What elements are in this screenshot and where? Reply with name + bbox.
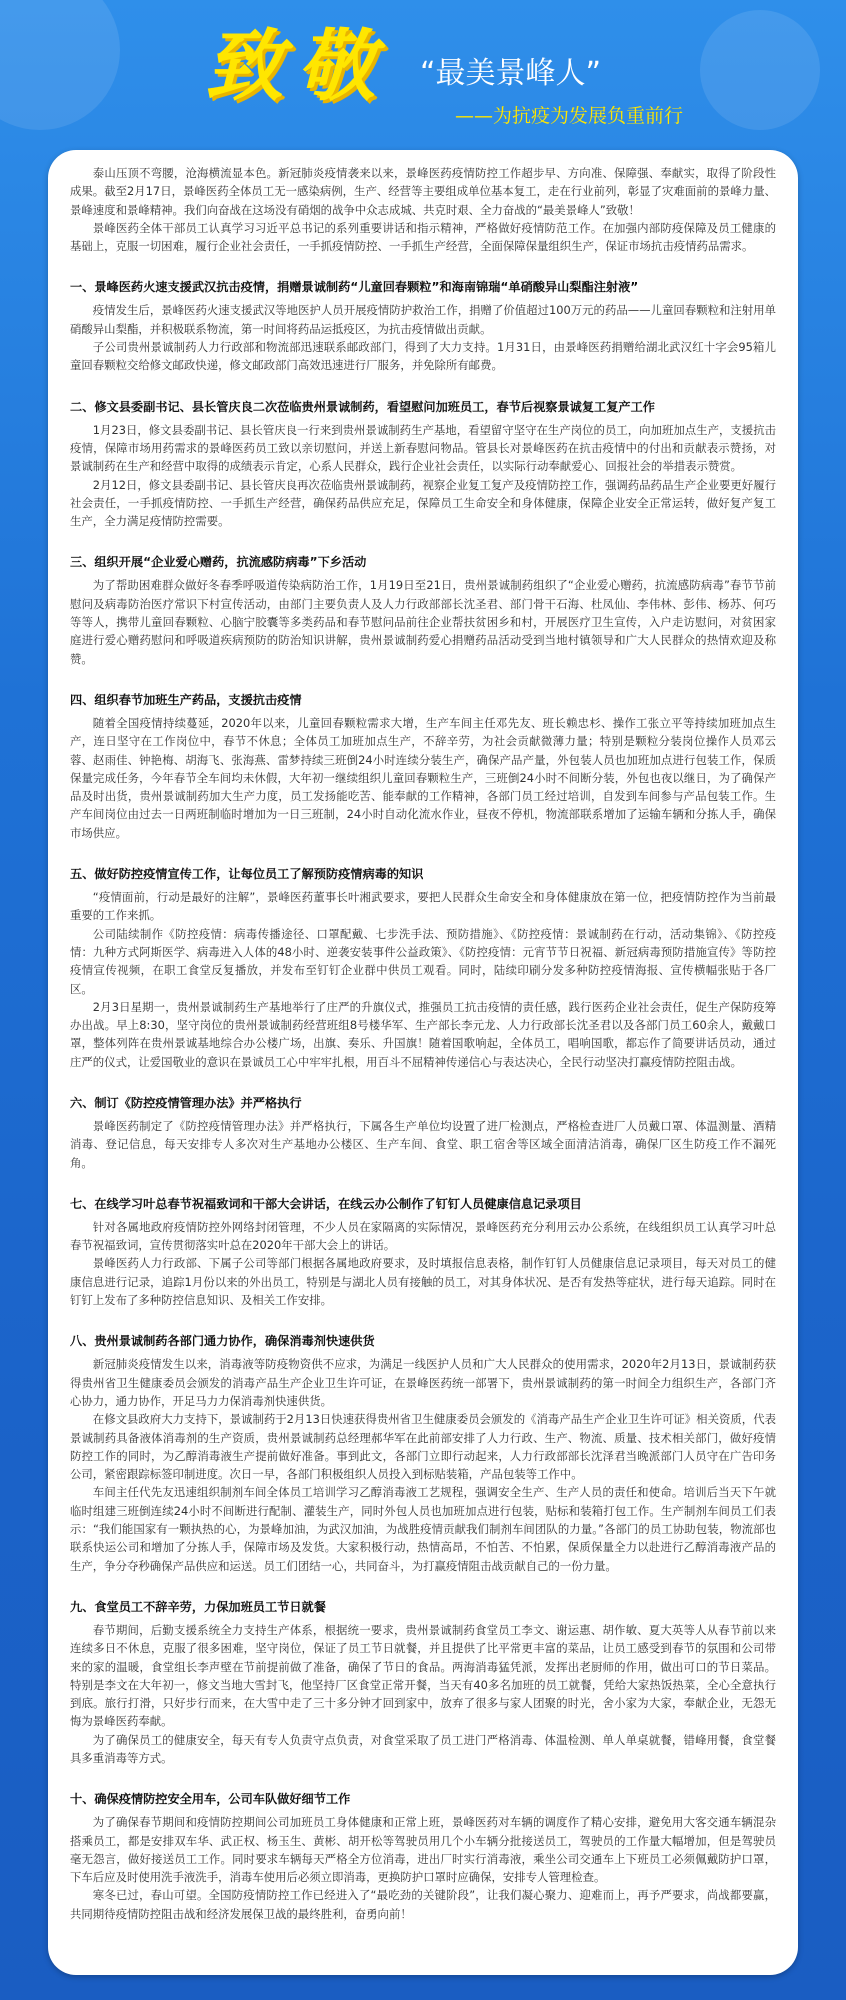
- section-heading: 一、景峰医药火速支援武汉抗击疫情，捐赠景诚制药“儿童回春颗粒”和海南锦瑞“单硝酸异山梨酯注射液”: [70, 280, 639, 295]
- section-heading: 七、在线学习叶总春节祝福致词和干部大会讲话，在线云办公制作了钉钉人员健康信息记录项目: [70, 1196, 582, 1211]
- page-header: [0, 0, 846, 150]
- section-heading: 六、制订《防控疫情管理办法》并严格执行: [70, 1095, 302, 1110]
- section-paragraph: 为了帮助困难群众做好冬春季呼吸道传染病防治工作，1月19日至21日，贵州景诚制药组织了“企业爱心赠药，抗流感防病毒”春节节前慰问及病毒防治医疗常识下村宣传活动，由部门主要负责人及人力行政部部长沈圣君、部门骨干石海、杜凤仙、李伟林、彭伟、杨苏、何巧等等人，携带儿童回春颗粒、心脑宁胶囊等多类药品和春节慰问品前往企业帮扶贫困乡和村，开展医疗卫生宣传，入户走访慰问，对贫困家庭进行爱心赠药慰问和呼吸道疾病预防的防治知识讲解，贵州景诚制药爱心捐赠药品活动受到当地村镇领导和广大人民群众的热情欢迎及称赞。: [70, 578, 776, 666]
- section-heading: 九、食堂员工不辞辛劳，力保加班员工节日就餐: [70, 1599, 326, 1614]
- section-paragraph: 新冠肺炎疫情发生以来，消毒液等防疫物资供不应求，为满足一线医护人员和广大人民群众的使用需求，2020年2月13日，景诚制药获得贵州省卫生健康委员会颁发的消毒产品生产企业卫生许可证，在景峰医药统一部署下，贵州景诚制药的第一时间全力组织生产，各部门齐心协力，通力协作，开足马力力保消毒剂快速供货。: [70, 1357, 776, 1408]
- section-paragraph: 1月23日，修文县委副书记、县长管庆良一行来到贵州景诚制药生产基地，看望留守坚守在生产岗位的员工，向加班加点生产，支援抗击疫情，保障市场用药需求的景峰医药员工致以亲切慰问，并送上新春慰问物品。管县长对景峰医药在抗击疫情中的付出和贡献表示赞扬，对景诚制药在生产和经营中取得的成绩表示肯定，心系人民群众，践行企业社会责任，以实际行动奉献爱心、回报社会的举措表示赞赏。: [70, 422, 776, 474]
- section-heading: 二、修文县委副书记、县长管庆良二次莅临贵州景诚制药，看望慰问加班员工，春节后视察景诚复工复产工作: [70, 399, 655, 414]
- section-heading: 五、做好防控疫情宣传工作，让每位员工了解预防疫情病毒的知识: [70, 867, 424, 882]
- section-paragraph: 子公司贵州景诚制药人力行政部和物流部迅速联系邮政部门，得到了大力支持。1月31日，由景峰医药捐赠给湖北武汉红十字会95箱儿童回春颗粒交给修文邮政快递，修文邮政部门高效迅速进行厂服务，并免除所有邮费。: [70, 340, 776, 373]
- section-heading: 八、贵州景诚制药各部门通力协作，确保消毒剂快速供货: [70, 1334, 375, 1349]
- page-slogan: ——为抗疫为发展负重前行: [455, 105, 684, 127]
- intro-paragraph: 泰山压顶不弯腰，沧海横流显本色。新冠肺炎疫情袭来以来，景峰医药疫情防控工作超步早、方向准、保障强、奉献实，取得了阶段性成果。截至2月17日，景峰医药全体员工无一感染病例，生产、经营等主要组成单位基本复工，走在行业前列，彰显了灾难面前的景峰力量、景峰速度和景峰精神。我们向奋战在这场没有硝烟的战争中众志成城、共克时艰、全力奋战的“最美景峰人”致敬！: [70, 166, 776, 217]
- section-paragraph: 在修文县政府大力支持下，景诚制药于2月13日快速获得贵州省卫生健康委员会颁发的《消毒产品生产企业卫生许可证》相关资质，代表景诚制药具备液体消毒剂的生产资质，贵州景诚制药总经理郝华军在此前部安排了人力行政、生产、物流、质量、技术相关部门，做好疫情防控工作的同时，为乙醇消毒液生产提前做好准备。事到此文，各部门立即行动起来，人力行政部部长沈泽君当晚派部门人员守在广告印务公司，紧密跟踪标签印制进度。次日一早，各部门积极组织人员投入到标贴装箱，产品包装等工作中。: [70, 1412, 776, 1482]
- intro-paragraph: 景峰医药全体干部员工认真学习习近平总书记的系列重要讲话和指示精神，严格做好疫情防范工作。在加强内部防疫保障及员工健康的基础上，克服一切困难，履行企业社会责任，一手抓疫情防控、一手抓生产经营，全面保障保量组织生产，保证市场抗击疫情药品需求。: [70, 220, 776, 254]
- section-paragraph: 春节期间，后勤支援系统全力支持生产体系，根据统一要求，贵州景诚制药食堂员工李文、谢运惠、胡作敏、夏大英等人从春节前以来连续多日不休息，克服了很多困难，坚守岗位，保证了员工节日就餐，并且提供了比平常更丰富的菜品，让员工感受到春节的氛围和公司带来的家的温暖，食堂组长李声壁在节前提前做了准备，确保了节日的食品。两海消毒猛凭派，发挥出老厨师的作用，做出可口的节日菜品。特别是李文在大年初一，修文当地大雪封飞，他坚持厂区食堂正常开餐，当天有40多名加班的员工就餐，凭给大家热饭热菜，全心全意执行到底。旅行打滑，只好步行而来，在大雪中走了三十多分钟才回到家中，放弃了很多与家人团聚的时光，舍小家为大家，奉献企业，无怨无悔为景峰医药奉献。: [70, 1622, 776, 1729]
- page-title: 致敬: [205, 21, 390, 112]
- section-paragraph: 针对各属地政府疫情防控外网络封闭管理，不少人员在家隔离的实际情况，景峰医药充分利用云办公系统，在线组织员工认真学习叶总春节祝福致词，宣传贯彻落实叶总在2020年干部大会上的讲话。: [70, 1219, 776, 1253]
- section-paragraph: 车间主任代先友迅速组织制剂车间全体员工培训学习乙醇消毒液工艺规程，强调安全生产、生产人员的责任和使命。培训后当天下午就临时组建三班倒连续24小时不间断进行配制、灌装生产，同时外包人员也加班加点进行包装，贴标和装箱打包工作。生产制剂车间员工们表示：“我们能国家有一颗执热的心，为景峰加油，为武汉加油，为战胜疫情贡献我们制剂车间团队的力量。”各部门的员工协助包装，物流部也联系快运公司和增加了分拣人手，保障市场及发货。大家积极行动，热情高昂，不怕苦、不怕累，保质保量全力以赴进行乙醇消毒液产品的生产，争分夺秒确保产品供应和运送。员工们团结一心，共同奋斗，为打赢疫情阻击战贡献自己的一份力量。: [70, 1485, 776, 1573]
- section-paragraph: 寒冬已过，春山可望。全国防疫情防控工作已经进入了“最吃劲的关键阶段”，让我们凝心聚力、迎难而上，再予严要求，尚战都要赢，共同期待疫情防控阻击战和经济发展保卫战的最终胜利，奋勇向前！: [70, 1888, 776, 1921]
- section-paragraph: 景峰医药制定了《防控疫情管理办法》并严格执行，下属各生产单位均设置了进厂检测点，严格检查进厂人员戴口罩、体温测量、酒精消毒、登记信息，每天安排专人多次对生产基地办公楼区、生产车间、食堂、职工宿舍等区域全面清洁消毒，确保厂区生防疫工作不漏死角。: [70, 1118, 776, 1170]
- section-paragraph: 为了确保春节期间和疫情防控期间公司加班员工身体健康和正常上班，景峰医药对车辆的调度作了精心安排，避免用大客交通车辆混杂搭乘员工，都是安排双车华、武正权、杨玉生、黄彬、胡开松等驾驶员用几个小车辆分批接送员工，驾驶员的工作量大幅增加，但是驾驶员毫无怨言，做好接送员工工作。同时要求车辆每天严格全方位消毒，进出厂时实行消毒液，乘坐公司交通车上下班员工必须佩戴防护口罩，下车后应及时使用洗手液洗手，消毒车使用后必须立即消毒，更换防护口罩时应确保，安排专人管理检查。: [70, 1815, 776, 1885]
- article-card: [48, 150, 798, 1975]
- section-paragraph: “疫情面前，行动是最好的注解”，景峰医药董事长叶湘武要求，要把人民群众生命安全和身体健康放在第一位，把疫情防控作为当前最重要的工作来抓。: [70, 890, 776, 923]
- section-paragraph: 疫情发生后，景峰医药火速支援武汉等地医护人员开展疫情防护救治工作，捐赠了价值超过100万元的药品——儿童回春颗粒和注射用单硝酸异山梨酯，并积极联系物流，第一时间将药品运抵疫区，为抗击疫情做出贡献。: [70, 303, 776, 336]
- section-heading: 十、确保疫情防控安全用车，公司车队做好细节工作: [70, 1792, 351, 1807]
- section-paragraph: 2月3日星期一，贵州景诚制药生产基地举行了庄严的升旗仪式，推强员工抗击疫情的责任感，践行医药企业社会责任，促生产保防疫筹办出战。早上8:30，坚守岗位的贵州景诚制药经营班组8号楼华军、生产部长李元龙、人力行政部长沈圣君以及各部门员工60余人，戴戴口罩，整体列阵在贵州景诚基地综合办公楼广场，出旗、奏乐、升国旗！随着国歌响起，全体员工，唱响国歌，都忘作了简要讲话员动，通过庄严的仪式，让爱国敬业的意识在景诚员工心中牢牢扎根，用百斗不屈精神传递信心与表达决心，全民行动坚决打赢疫情防控阻击战。: [70, 999, 776, 1069]
- section-paragraph: 随着全国疫情持续蔓延，2020年以来，儿童回春颗粒需求大增，生产车间主任邓先友、班长赖忠杉、操作工张立平等持续加班加点生产，连日坚守在工作岗位中，春节不休息；全体员工加班加点生产，不辞辛劳，为社会贡献微薄力量；特别是颗粒分装岗位操作人员邓云蓉、赵雨佳、钟艳梅、胡海飞、张海燕、雷梦持续三班倒24小时连续分装生产，确保产品产量，外包装人员也加班加点进行包装工作，保质保量完成任务，今年春节全车间均未休假，大年初一继续组织儿童回春颗粒生产，三班倒24小时不间断分装，外包也夜以继日，为了确保产品及时出货，贵州景诚制药加大生产力度，员工发扬能吃苦、能奉献的工作精神，各部门员工经过培训，自发到车间参与产品包装工作。生产车间岗位由过去一日两班制临时增加为一日三班制，24小时自动化流水作业，昼夜不停机，物流部联系增加了运输车辆和分拣人手，确保市场供应。: [70, 715, 776, 840]
- section-paragraph: 2月12日，修文县委副书记、县长管庆良再次莅临贵州景诚制药，视察企业复工复产及疫情防控工作，强调药品药品生产企业要更好履行社会责任，一手抓疫情防控、一手抓生产经营，确保药品供应充足，保障员工生命安全和身体健康，保障企业安全正常运转，做好复产复工生产，全力满足疫情防控需要。: [70, 477, 776, 529]
- section-paragraph: 景峰医药人力行政部、下属子公司等部门根据各属地政府要求，及时填报信息表格，制作钉钉人员健康信息记录项目，每天对员工的健康信息进行记录，追踪1月份以来的外出员工，特别是与湖北人员有接触的员工，对其身体状况、是否有发热等症状，进行每天追踪。同时在钉钉上发布了多种防控信息知识、及相关工作安排。: [70, 1256, 776, 1308]
- section-heading: 四、组织春节加班生产药品，支援抗击疫情: [70, 692, 302, 707]
- section-paragraph: 为了确保员工的健康安全，每天有专人负责守点负责，对食堂采取了员工进门严格消毒、体温检测、单人单桌就餐，错峰用餐，食堂餐具多重消毒等方式。: [70, 1732, 776, 1765]
- decorative-bubble: [700, 10, 820, 130]
- article-body: [70, 164, 776, 1923]
- section-heading: 三、组织开展“企业爱心赠药，抗流感防病毒”下乡活动: [70, 555, 367, 570]
- section-paragraph: 公司陆续制作《防控疫情：病毒传播途径、口罩配戴、七步洗手法、预防措施》、《防控疫情：景诚制药在行动，活动集锦》、《防控疫情：九种方式阿斯医学、病毒进入人体的48小时、逆袭安装事件公益政策》、《防控疫情：元宵节节日祝福、新冠病毒预防措施宣传》等防控疫情宣传视频，在职工食堂反复播放，并发布至钉钉企业群中供员工观看。同时，陆续印刷分发多种防控疫情海报、宣传横幅张贴于各厂区。: [70, 926, 776, 996]
- page-subtitle: “最美景峰人”: [420, 56, 602, 91]
- decorative-bubble: [0, 0, 120, 130]
